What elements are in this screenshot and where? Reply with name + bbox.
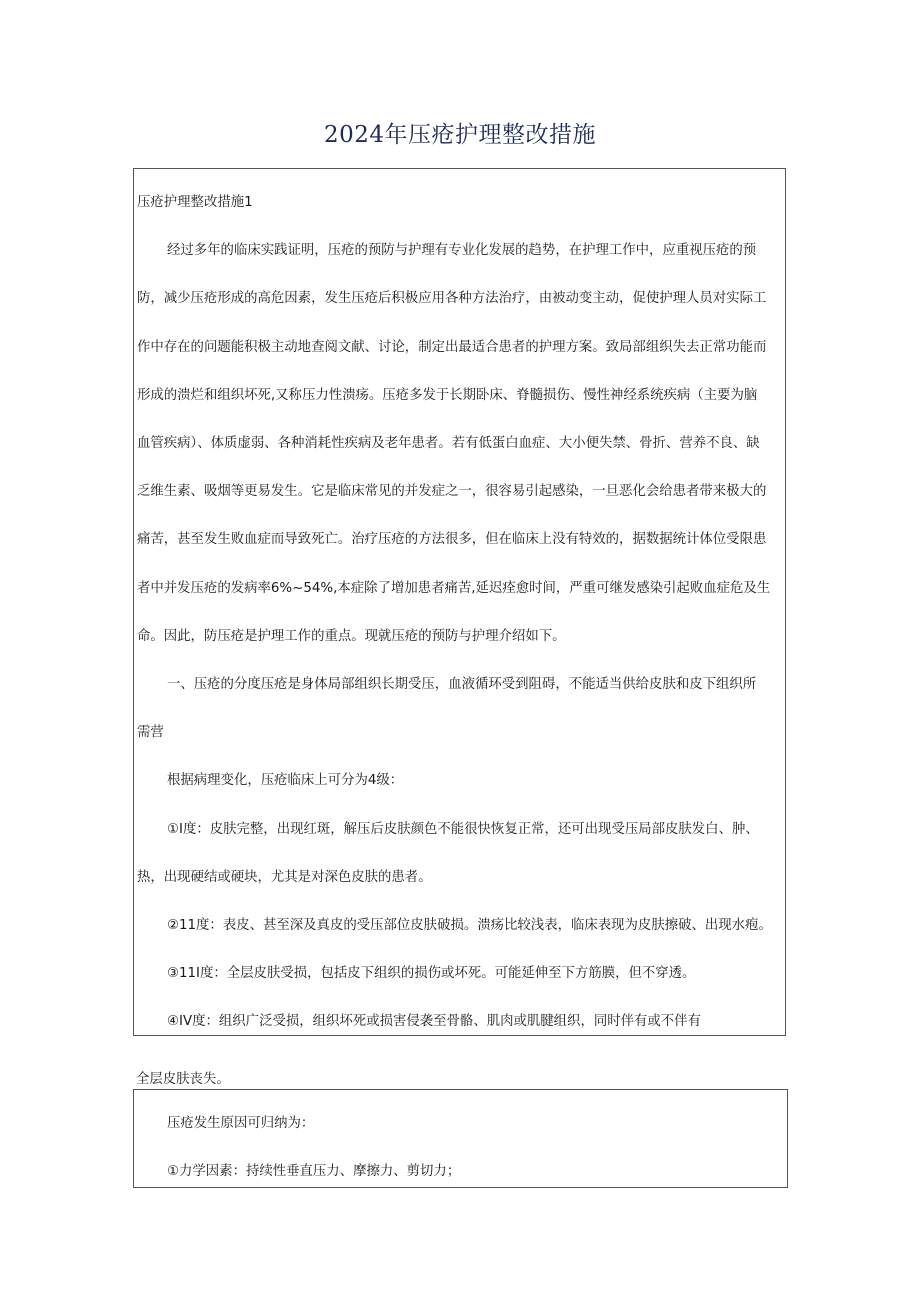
paragraph-line: 乏维生素、吸烟等更易发生。它是临床常见的并发症之一，很容易引起感染，一旦恶化会给患者带来极大的 xyxy=(137,484,767,500)
paragraph-line: 热，出现硬结或硬块，尤其是对深色皮肤的患者。 xyxy=(137,869,432,885)
continuation-text: 全层皮肤丧失。 xyxy=(136,1072,230,1087)
content-box-primary xyxy=(133,168,786,1036)
paragraph-line: 血管疾病）、体质虚弱、各种消耗性疾病及老年患者。若有低蛋白血症、大小便失禁、骨折、营养不良、缺 xyxy=(137,436,760,452)
paragraph-line: 一、压疮的分度压疮是身体局部组织长期受压，血液循环受到阻碍，不能适当供给皮肤和皮下组织所 xyxy=(167,677,757,693)
paragraph-line: 防，减少压疮形成的高危因素，发生压疮后积极应用各种方法治疗，由被动变主动，促使护理人员对实际工 xyxy=(137,291,767,307)
list-item-grade-4: ④IV度：组织广泛受损，组织坏死或损害侵袭至骨骼、肌肉或肌腱组织，同时伴有或不伴有 xyxy=(167,1014,701,1030)
paragraph-line: 痛苦，甚至发生败血症而导致死亡。治疗压疮的方法很多，但在临床上没有特效的，据数据统计体位受限患 xyxy=(137,532,767,548)
paragraph-line: 根据病理变化，压疮临床上可分为4级： xyxy=(167,773,404,789)
list-item-grade-1: ①I度：皮肤完整，出现红斑，解压后皮肤颜色不能很快恢复正常，还可出现受压局部皮肤发白、肿、 xyxy=(167,821,759,837)
paragraph-line: 形成的溃烂和组织坏死,又称压力性溃疡。压疮多发于长期卧床、脊髓损伤、慢性神经系统疾病（主要为脑 xyxy=(137,387,758,403)
section-heading: 压疮护理整改措施1 xyxy=(137,195,253,210)
paragraph-line: 者中并发压疮的发病率6%~54%,本症除了增加患者痛苦,延迟痊愈时间，严重可继发感染引起败血症危及生 xyxy=(137,580,771,596)
list-item-cause-1: ①力学因素：持续性垂直压力、摩擦力、剪切力； xyxy=(167,1164,461,1179)
document-title: 2024年压疮护理整改措施 xyxy=(323,122,597,148)
paragraph-line: 需营 xyxy=(137,725,164,741)
paragraph-line: 作中存在的问题能积极主动地查阅文献、讨论，制定出最适合患者的护理方案。致局部组织失去正常功能而 xyxy=(137,339,767,355)
list-item-grade-2: ②11度：表皮、甚至深及真皮的受压部位皮肤破损。溃疡比较浅表，临床表现为皮肤擦破、出现水疱。 xyxy=(167,918,772,934)
content-box-secondary xyxy=(133,1089,788,1188)
paragraph-line: 经过多年的临床实践证明，压疮的预防与护理有专业化发展的趋势，在护理工作中，应重视压疮的预 xyxy=(167,243,757,259)
paragraph-line: 命。因此，防压疮是护理工作的重点。现就压疮的预防与护理介绍如下。 xyxy=(137,628,566,644)
list-item-grade-3: ③11I度：全层皮肤受损，包括皮下组织的损伤或坏死。可能延伸至下方筋膜，但不穿透。 xyxy=(167,966,696,982)
paragraph-line: 压疮发生原因可归纳为： xyxy=(167,1116,315,1131)
